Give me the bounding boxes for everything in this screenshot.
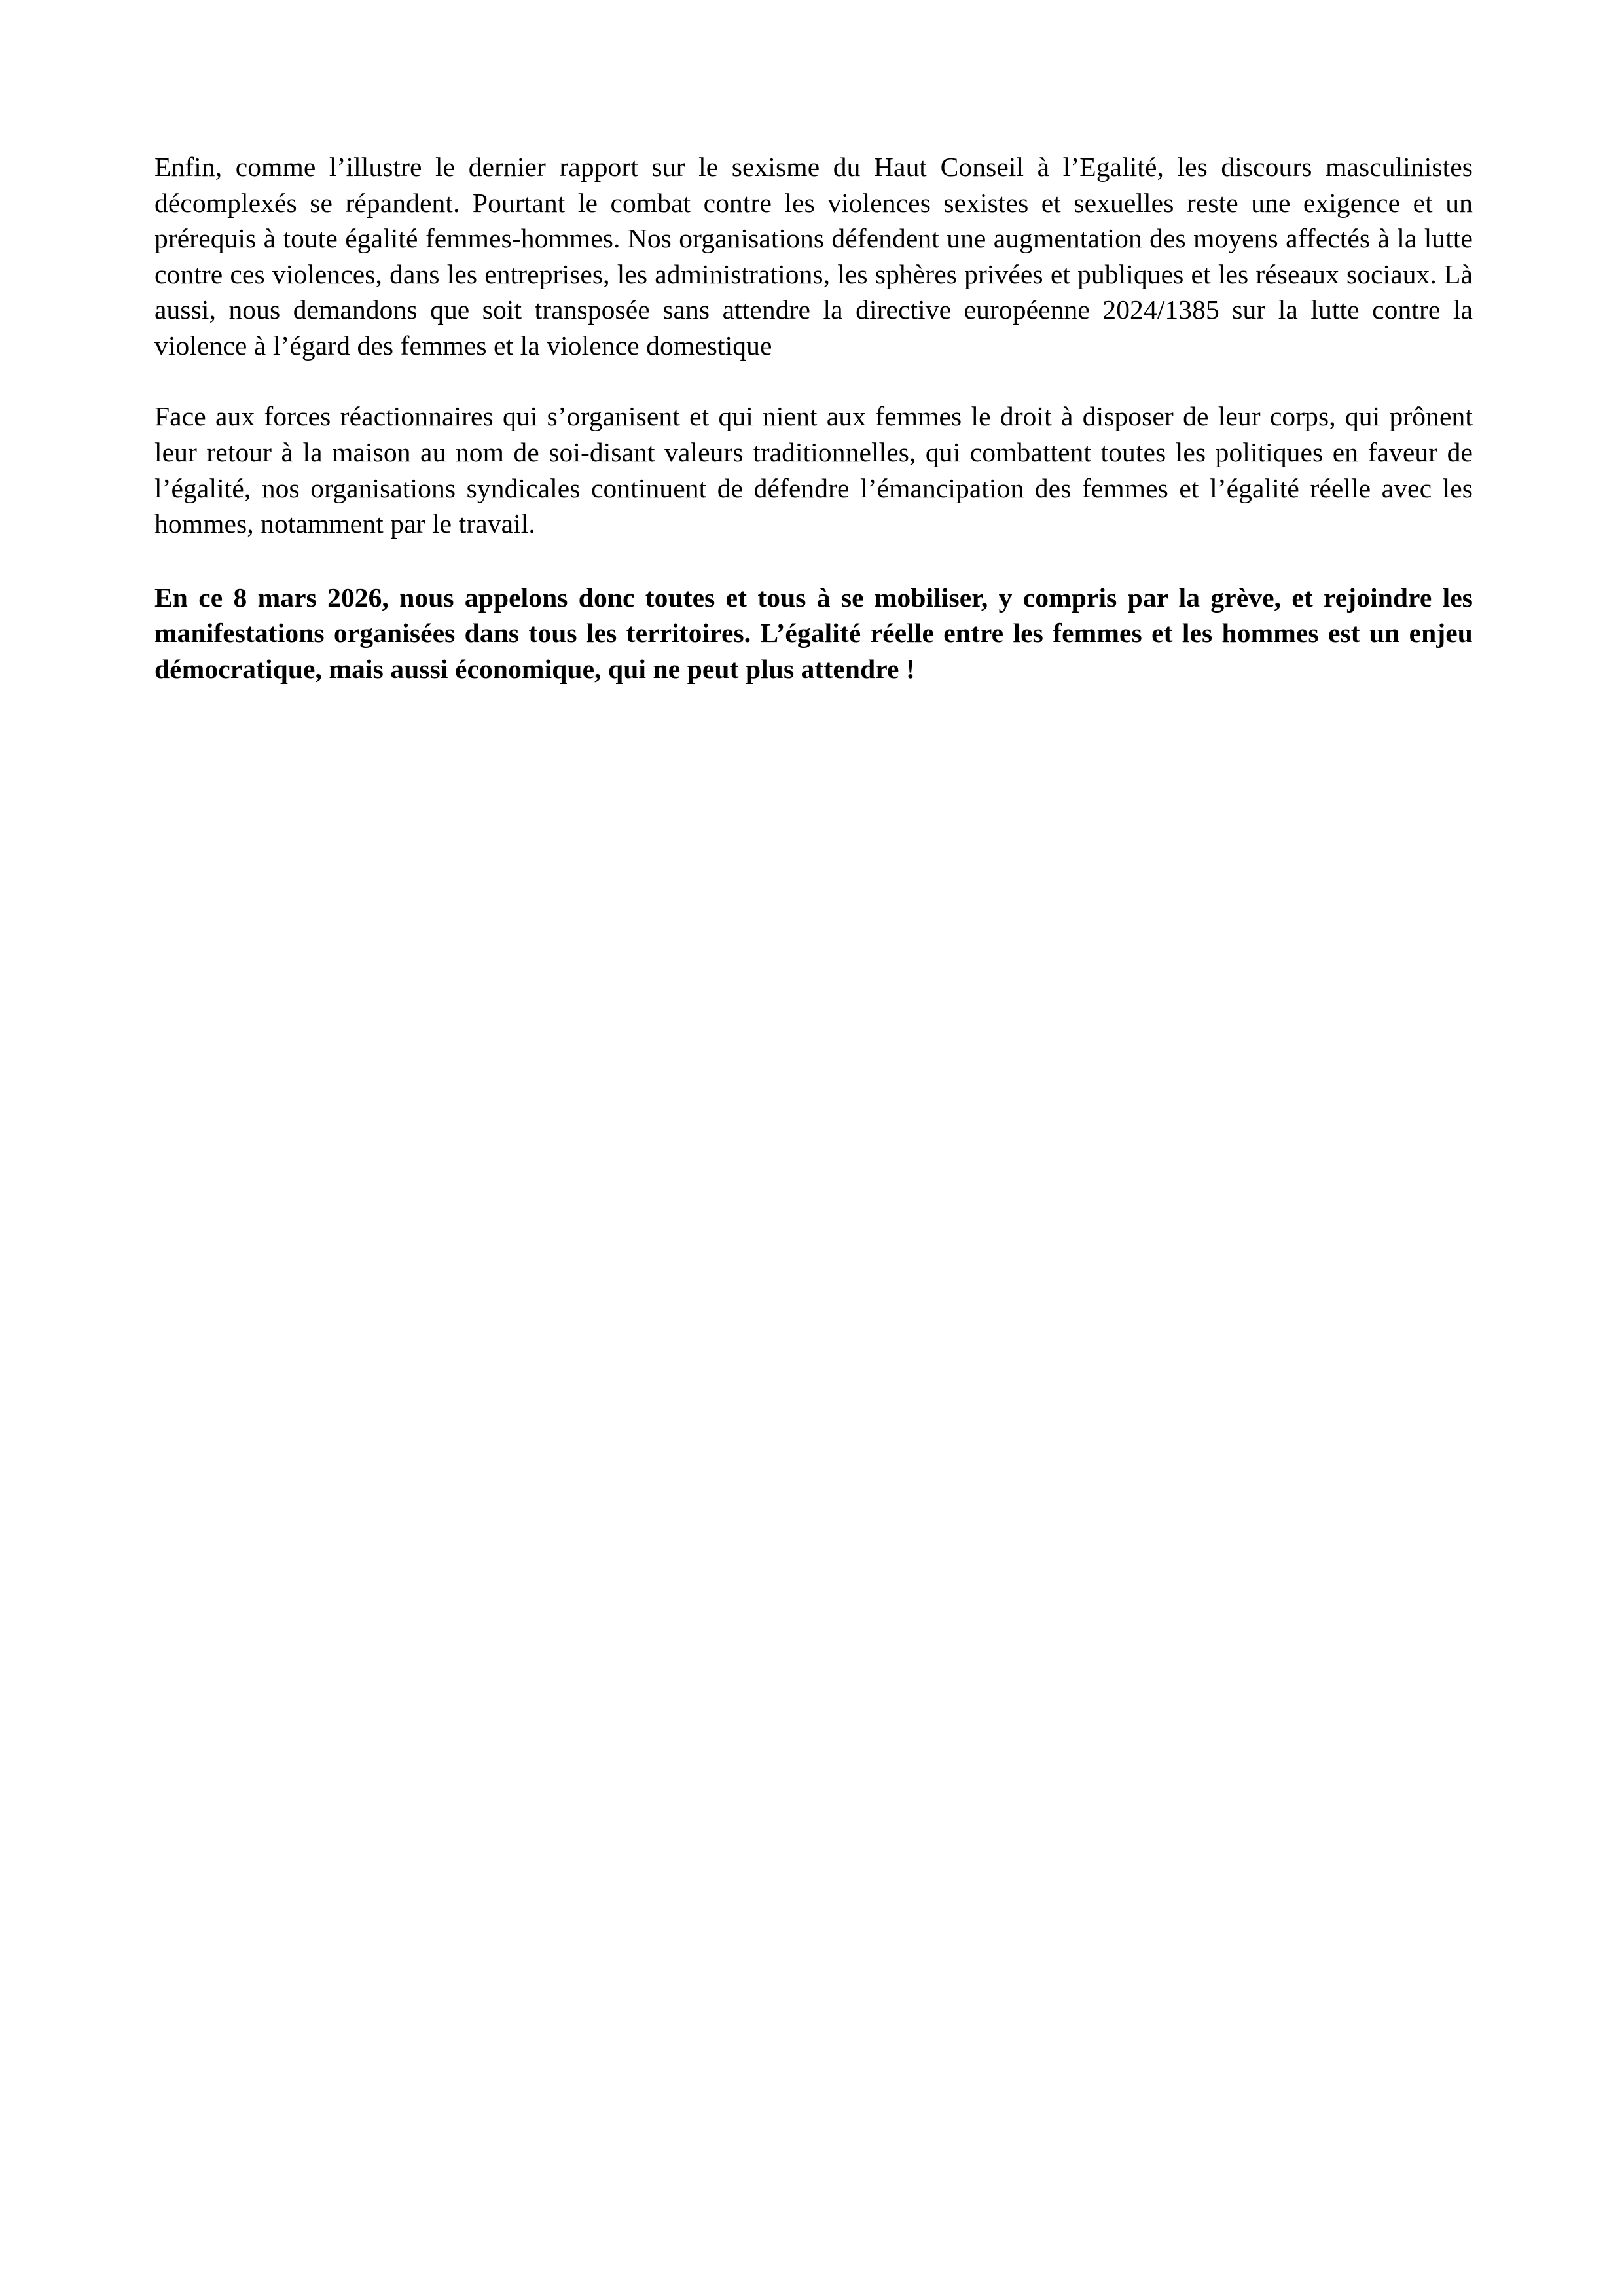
paragraph-spacer (154, 542, 1473, 580)
paragraph-reactionary-forces: Face aux forces réactionnaires qui s’organisent et qui nient aux femmes le droit à disposer de leur corps, qui prônent leur retour à la maison au nom de soi-disant valeurs traditionnelles, qui combattent toutes les politiques en faveur de l’égalité, nos organisations syndicales continuent de défendre l’émancipation des femmes et l’égalité réelle avec les hommes, notamment par le travail. (154, 401, 1473, 539)
document-body (154, 149, 1473, 687)
paragraph-sexism-report: Enfin, comme l’illustre le dernier rapport sur le sexisme du Haut Conseil à l’Egalité, les discours masculinistes décomplexés se répandent. Pourtant le combat contre les violences sexistes et sexuelles reste une exigence et un prérequis à toute égalité femmes-hommes. Nos organisations défendent une augmentation des moyens affectés à la lutte contre ces violences, dans les entreprises, les administrations, les sphères privées et publiques et les réseaux sociaux. Là aussi, nous demandons que soit transposée sans attendre la directive européenne 2024/1385 sur la lutte contre la violence à l’égard des femmes et la violence domestique (154, 152, 1473, 361)
paragraph-call-to-action: En ce 8 mars 2026, nous appelons donc toutes et tous à se mobiliser, y compris par la grève, et rejoindre les manifestations organisées dans tous les territoires. L’égalité réelle entre les femmes et les hommes est un enjeu démocratique, mais aussi économique, qui ne peut plus attendre ! (154, 582, 1473, 684)
paragraph-spacer (154, 363, 1473, 399)
